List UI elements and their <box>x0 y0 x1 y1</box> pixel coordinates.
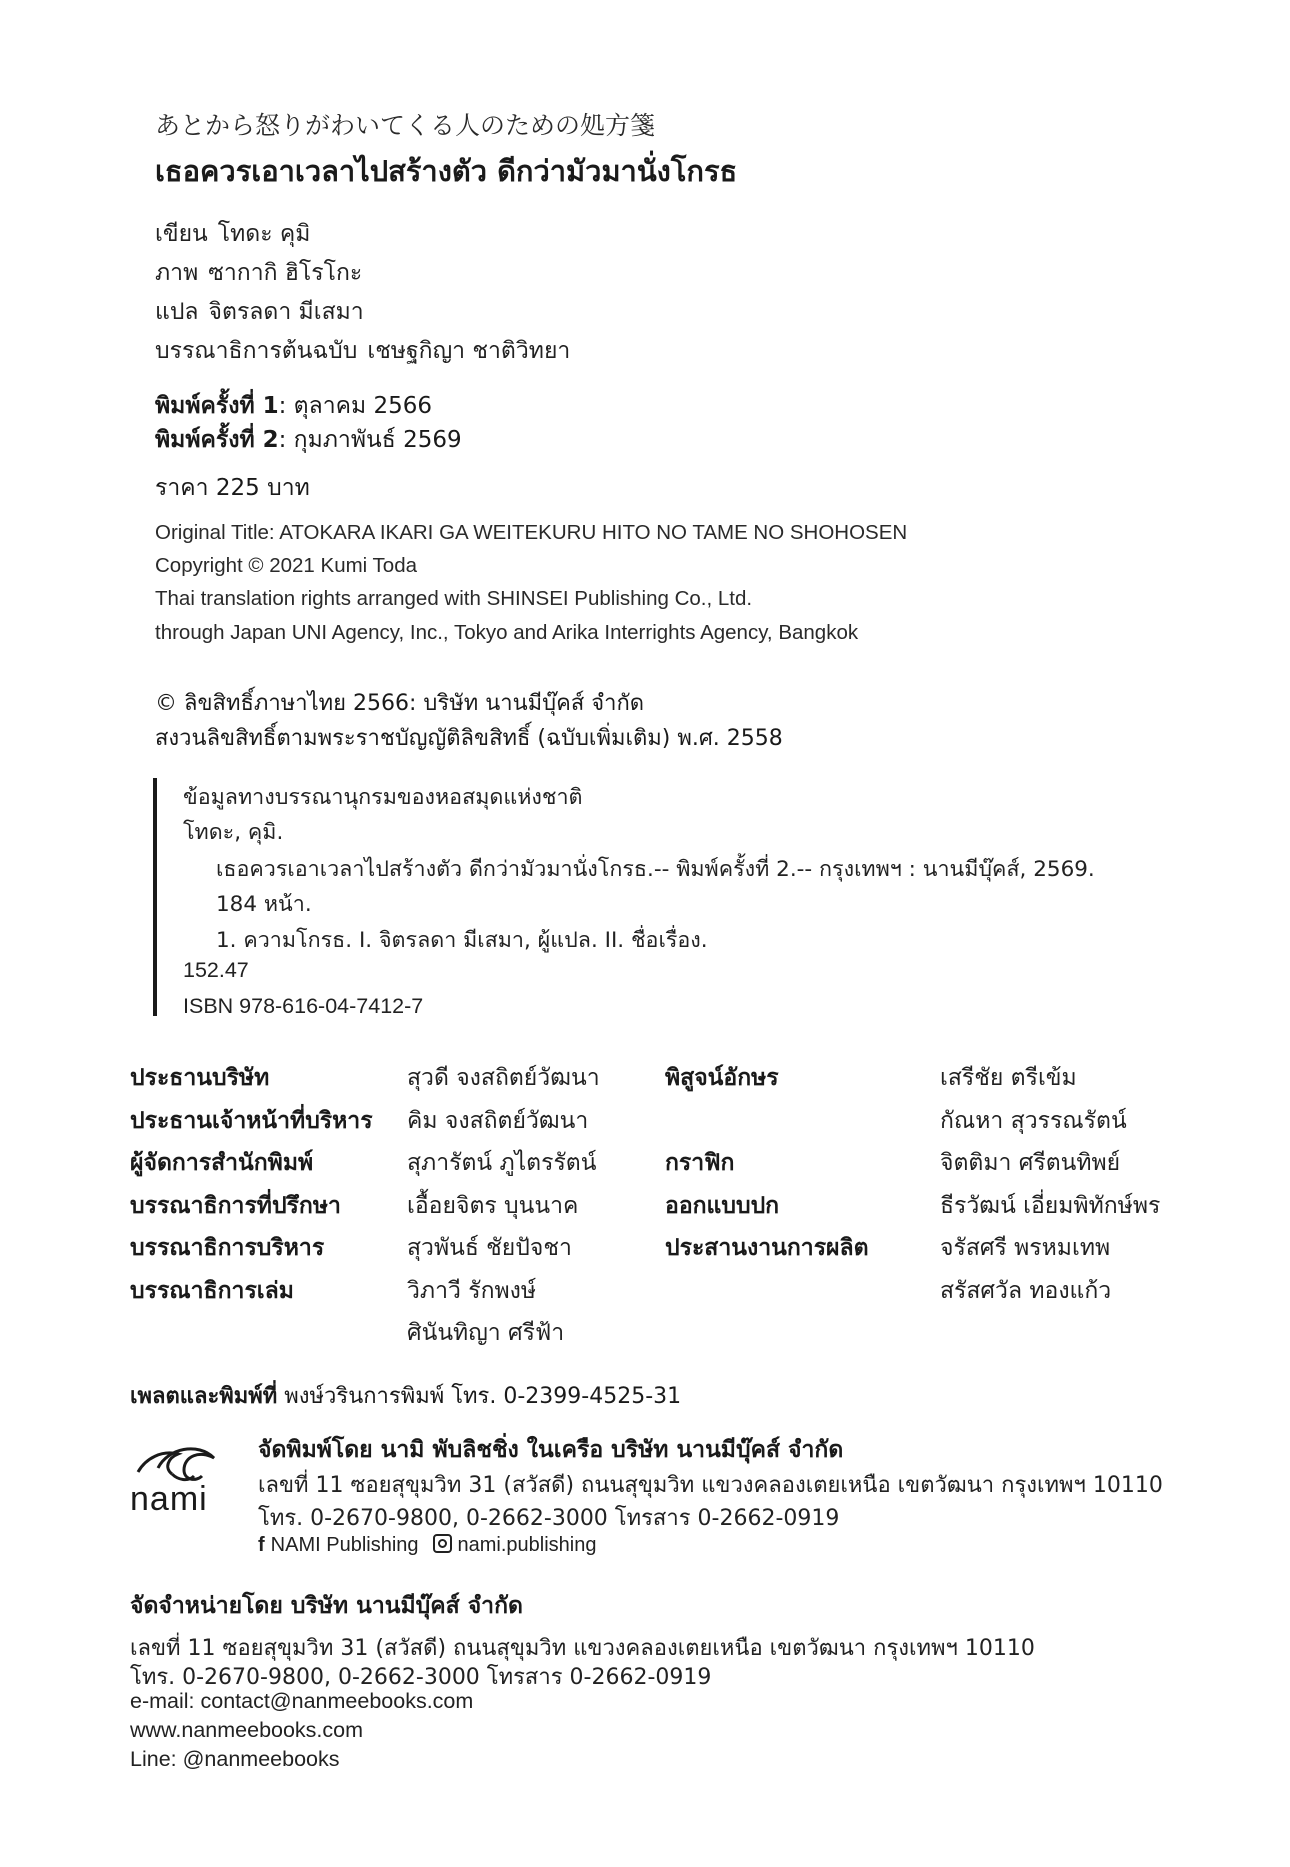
credit-translator <box>155 294 364 330</box>
translation-agency: through Japan UNI Agency, Inc., Tokyo and Arika Interrights Agency, Bangkok <box>155 621 859 644</box>
thai-copyright-act: สงวนลิขสิทธิ์ตามพระราชบัญญัติลิขสิทธิ์ (ฉบับเพิ่มเติม) พ.ศ. 2558 <box>155 726 783 751</box>
distributor-email[interactable]: e-mail: contact@nanmeebooks.com <box>130 1689 474 1713</box>
cip-subjects: 1. ความโกรธ. I. จิตรลดา มีเสมา, ผู้แปล. II. ชื่อเรื่อง. <box>216 928 708 953</box>
staff-name: สรัสศวัล ทองแก้ว <box>940 1278 1112 1304</box>
publisher-heading: จัดพิมพ์โดย นามิ พับลิชชิ่ง ในเครือ บริษัท นานมีบุ๊คส์ จำกัด <box>258 1437 844 1463</box>
credit-label: ภาพ <box>155 260 199 286</box>
plate-printer <box>130 1378 681 1413</box>
staff-role: ออกแบบปก <box>665 1193 780 1219</box>
thai-title: เธอควรเอาเวลาไปสร้างตัว ดีกว่ามัวมานั่งโกรธ <box>155 154 738 188</box>
staff-role: ประสานงานการผลิต <box>665 1235 869 1261</box>
cip-title: เธอควรเอาเวลาไปสร้างตัว ดีกว่ามัวมานั่งโกรธ.-- พิมพ์ครั้งที่ 2.-- กรุงเทพฯ : นานมีบุ๊คส์, 2569. <box>216 857 1095 882</box>
distributor-address: เลขที่ 11 ซอยสุขุมวิท 31 (สวัสดี) ถนนสุขุมวิท แขวงคลองเตยเหนือ เขตวัฒนา กรุงเทพฯ 10110 <box>130 1636 1035 1661</box>
staff-name: สุวดี จงสถิตย์วัฒนา <box>407 1065 600 1091</box>
staff-name: คิม จงสถิตย์วัฒนา <box>407 1108 589 1134</box>
credit-author <box>155 216 310 252</box>
staff-role: ประธานบริษัท <box>130 1065 270 1091</box>
facebook-icon: f <box>258 1534 265 1556</box>
staff-role: ประธานเจ้าหน้าที่บริหาร <box>130 1108 373 1134</box>
nami-logo-text: nami <box>130 1480 208 1518</box>
cip-pages: 184 หน้า. <box>216 892 312 917</box>
staff-name: เอื้อยจิตร บุนนาค <box>407 1193 579 1219</box>
printing-date: : ตุลาคม 2566 <box>278 393 433 419</box>
instagram-icon <box>433 1534 452 1553</box>
printing-label: พิมพ์ครั้งที่ 2 <box>155 427 279 453</box>
distributor-line[interactable]: Line: @nanmeebooks <box>130 1747 340 1771</box>
staff-role: พิสูจน์อักษร <box>665 1065 779 1091</box>
staff-name: วิภาวี รักพงษ์ <box>407 1278 537 1304</box>
translation-rights: Thai translation rights arranged with SHINSEI Publishing Co., Ltd. <box>155 587 753 610</box>
distributor-heading: จัดจำหน่ายโดย บริษัท นานมีบุ๊คส์ จำกัด <box>130 1593 523 1619</box>
credit-value: จิตรลดา มีเสมา <box>208 299 364 325</box>
cip-isbn: ISBN 978-616-04-7412-7 <box>183 994 424 1018</box>
cip-heading: ข้อมูลทางบรรณานุกรมของหอสมุดแห่งชาติ <box>183 785 583 810</box>
staff-name: จรัสศรี พรหมเทพ <box>940 1235 1111 1261</box>
publisher-address: เลขที่ 11 ซอยสุขุมวิท 31 (สวัสดี) ถนนสุขุมวิท แขวงคลองเตยเหนือ เขตวัฒนา กรุงเทพฯ 10110 <box>258 1473 1163 1498</box>
plate-value: พงษ์วรินการพิมพ์ โทร. 0-2399-4525-31 <box>277 1384 682 1409</box>
credit-illustrator <box>155 255 362 291</box>
plate-label: เพลตและพิมพ์ที่ <box>130 1384 278 1409</box>
original-title: Original Title: ATOKARA IKARI GA WEITEKURU HITO NO TAME NO SHOHOSEN <box>155 521 908 544</box>
printing-label: พิมพ์ครั้งที่ 1 <box>155 393 279 419</box>
staff-name: สุภารัตน์ ภูไตรรัตน์ <box>407 1150 597 1176</box>
instagram-handle[interactable]: nami.publishing <box>457 1534 597 1556</box>
cip-author: โทดะ, คุมิ. <box>183 820 284 845</box>
japanese-title: あとから怒りがわいてくる人のための処方箋 <box>155 111 656 140</box>
cip-class-number: 152.47 <box>183 958 249 982</box>
staff-name: ธีรวัฒน์ เอี่ยมพิทักษ์พร <box>940 1193 1161 1219</box>
staff-role: บรรณาธิการเล่ม <box>130 1278 294 1304</box>
original-copyright: Copyright © 2021 Kumi Toda <box>155 554 418 577</box>
publisher-social <box>258 1534 597 1557</box>
staff-name: จิตติมา ศรีตนทิพย์ <box>940 1150 1121 1176</box>
distributor-phone: โทร. 0-2670-9800, 0-2662-3000 โทรสาร 0-2662-0919 <box>130 1665 712 1690</box>
printing-date: : กุมภาพันธ์ 2569 <box>278 427 462 453</box>
credit-label: เขียน <box>155 221 208 247</box>
publisher-phone: โทร. 0-2670-9800, 0-2662-3000 โทรสาร 0-2662-0919 <box>258 1506 840 1531</box>
facebook-handle[interactable]: NAMI Publishing <box>270 1534 419 1556</box>
distributor-website[interactable]: www.nanmeebooks.com <box>130 1718 364 1742</box>
credit-value: เชษฐกิญา ชาติวิทยา <box>367 338 571 364</box>
price: ราคา 225 บาท <box>155 475 310 501</box>
staff-role: ผู้จัดการสำนักพิมพ์ <box>130 1150 314 1176</box>
staff-role: บรรณาธิการบริหาร <box>130 1235 325 1261</box>
staff-name: กัณหา สุวรรณรัตน์ <box>940 1108 1127 1134</box>
printing-1 <box>155 388 432 424</box>
credit-editor <box>155 333 570 369</box>
credit-label: บรรณาธิการต้นฉบับ <box>155 338 358 364</box>
staff-name: เสรีชัย ตรีเข้ม <box>940 1065 1077 1091</box>
staff-name: ศินันทิญา ศรีฟ้า <box>407 1320 565 1346</box>
printing-2 <box>155 422 462 458</box>
credit-value: ซากากิ ฮิโรโกะ <box>208 260 363 286</box>
staff-name: สุวพันธ์ ชัยปัจชา <box>407 1235 572 1261</box>
staff-role: กราฟิก <box>665 1150 735 1176</box>
staff-role: บรรณาธิการที่ปรึกษา <box>130 1193 341 1219</box>
credit-value: โทดะ คุมิ <box>217 221 311 247</box>
thai-copyright: © ลิขสิทธิ์ภาษาไทย 2566: บริษัท นานมีบุ๊คส์ จำกัด <box>155 691 645 716</box>
cip-divider <box>153 778 157 1016</box>
credit-label: แปล <box>155 299 199 325</box>
